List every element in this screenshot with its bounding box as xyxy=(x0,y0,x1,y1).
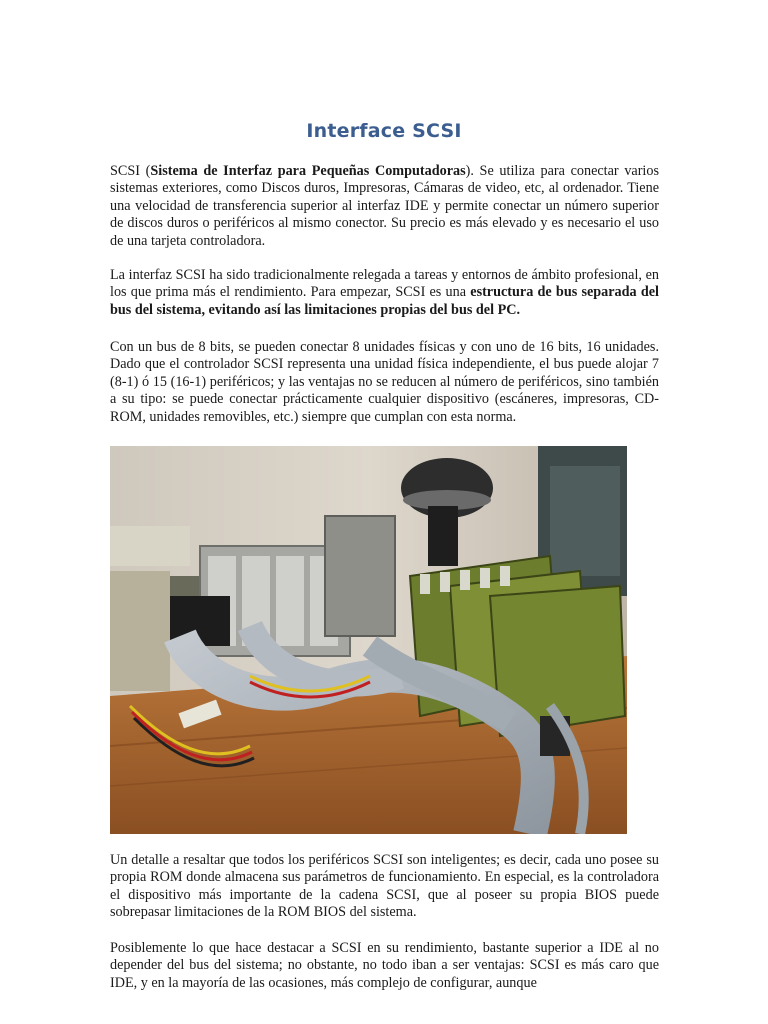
page-title: Interface SCSI xyxy=(306,120,462,142)
paragraph-professional xyxy=(110,267,659,319)
text-run: La interfaz SCSI ha sido tradicionalmente relegada a tareas y entornos de ámbito profesional, en los que prima más el rendimiento. Para empezar, SCSI es una xyxy=(110,267,659,301)
bold-text-run: estructura de bus separada del bus del sistema, evitando así las limitaciones propias del bus del PC. xyxy=(110,284,659,318)
text-run: SCSI ( xyxy=(110,163,151,179)
paragraph-performance xyxy=(110,940,659,992)
text-run: Un detalle a resaltar que todos los periféricos SCSI son inteligentes; es decir, cada uno posee su propia ROM donde almacena sus parámetros de funcionamiento. En especial, es la controladora el dispositivo más importante de la cadena SCSI, que al poseer su propia BIOS puede sobrepasar limitaciones de la ROM BIOS del sistema. xyxy=(110,852,659,921)
scsi-hardware-photo xyxy=(110,446,627,834)
paragraph-bus-width xyxy=(110,339,659,426)
bold-text-run: Sistema de Interfaz para Pequeñas Computadoras xyxy=(150,163,466,179)
text-run: Posiblemente lo que hace destacar a SCSI en su rendimiento, bastante superior a IDE al no depender del bus del sistema; no obstante, no todo iban a ser ventajas: SCSI es más caro que IDE, y en la mayoría de las ocasiones, más complejo de configurar, aunque xyxy=(110,940,659,991)
paragraph-intro xyxy=(110,163,659,250)
text-run: Con un bus de 8 bits, se pueden conectar 8 unidades físicas y con uno de 16 bits, 16 unidades. Dado que el controlador SCSI representa una unidad física independiente, el bus puede alojar 7 (8-1) ó 15 (16-1) periféricos; y las ventajas no se reducen al número de periféricos, sino también a su tipo: se puede conectar prácticamente cualquier dispositivo (escáneres, impresoras, CD-ROM, unidades removibles, etc.) siempre que cumplan con esta norma. xyxy=(110,339,659,425)
paragraph-intelligent-peripherals xyxy=(110,852,659,922)
text-run: ). Se utiliza para conectar varios sistemas exteriores, como Discos duros, Impresoras, Cámaras de video, etc, al ordenador. Tiene una velocidad de transferencia superior al interfaz IDE y permite conectar un número superior de discos duros o periféricos al mismo conector. Su precio es más elevado y es necesario el uso de una tarjeta controladora. xyxy=(110,163,659,249)
